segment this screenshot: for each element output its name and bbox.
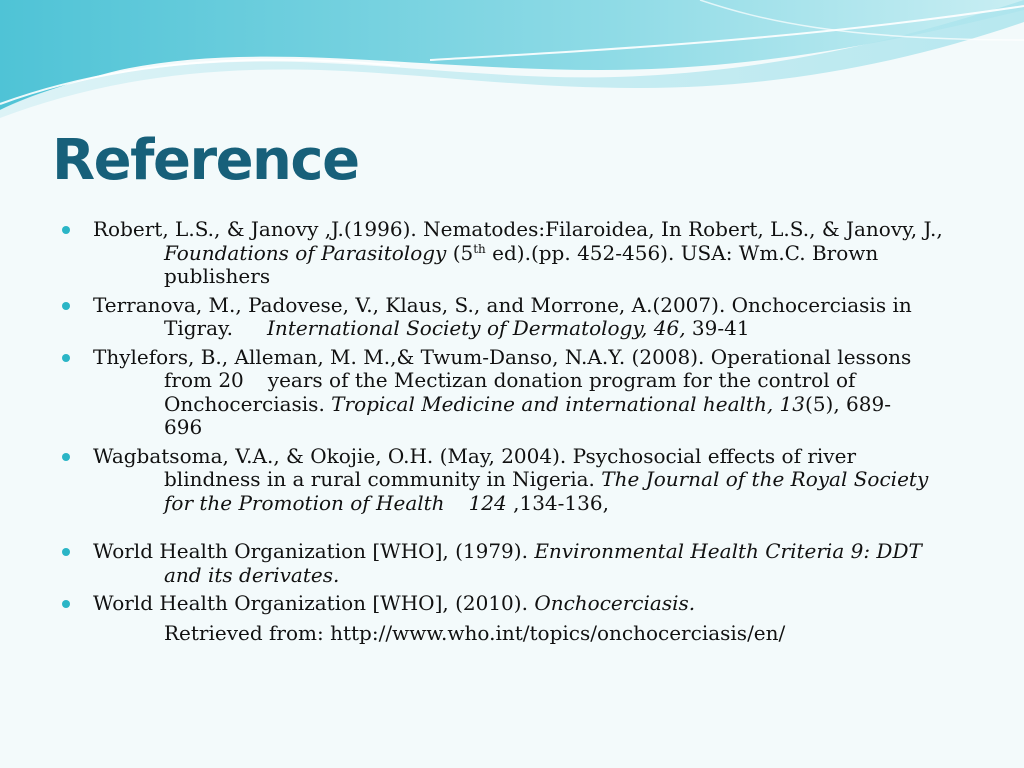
ref-text: ed).(pp. 452-456). USA: Wm.C. Brown xyxy=(485,240,879,265)
bullet-icon xyxy=(62,548,70,556)
ref-journal: for the Promotion of Health xyxy=(164,490,445,515)
ref-text: years of the Mectizan donation program for the control of xyxy=(267,368,856,392)
ref-text: ,134-136, xyxy=(506,490,609,515)
ref-continuation xyxy=(93,393,960,417)
ref-text: 39-41 xyxy=(685,316,750,340)
ref-continuation xyxy=(93,564,960,588)
reference-list xyxy=(60,218,960,650)
bullet-icon xyxy=(62,226,70,234)
bullet-icon xyxy=(62,600,70,608)
ref-text: Wagbatsoma, V.A., & Okojie, O.H. (May, 2004). Psychosocial effects of river xyxy=(93,443,856,468)
ref-continuation xyxy=(93,369,960,393)
bullet-icon xyxy=(62,453,70,461)
ref-continuation: 696 xyxy=(164,415,203,439)
ref-text: Tigray. xyxy=(164,316,234,340)
ref-text: from 20 xyxy=(164,368,244,392)
ref-text: blindness in a rural community in Nigeria. xyxy=(164,467,602,491)
ref-book-title: and its derivates. xyxy=(164,562,340,587)
bullet-icon xyxy=(62,302,70,310)
ref-retrieved-line: Retrieved from: http://www.who.int/topics/onchocerciasis/en/ xyxy=(164,620,786,645)
page-title: Reference xyxy=(52,128,359,193)
ref-continuation: publishers xyxy=(164,264,271,288)
ref-journal: Tropical Medicine and international health, 13 xyxy=(331,391,806,416)
bullet-icon xyxy=(62,354,70,362)
list-item xyxy=(60,540,960,587)
ref-continuation xyxy=(93,492,960,516)
list-item xyxy=(60,445,960,516)
ref-text: (5 xyxy=(446,240,474,265)
ref-continuation xyxy=(93,317,960,341)
list-item xyxy=(60,592,960,645)
ref-superscript: th xyxy=(473,241,486,256)
ref-text: Robert, L.S., & Janovy ,J.(1996). Nematodes:Filaroidea, In Robert, L.S., & Janovy, J., xyxy=(93,217,943,241)
ref-journal: International Society of Dermatology, 46, xyxy=(267,316,686,340)
list-item xyxy=(60,294,960,341)
ref-text: World Health Organization [WHO], (2010). xyxy=(93,591,535,615)
ref-text: (5), 689- xyxy=(805,391,891,416)
list-item xyxy=(60,218,960,289)
ref-text: Onchocerciasis. xyxy=(164,391,332,416)
ref-text: World Health Organization [WHO], (1979). xyxy=(93,539,535,563)
ref-volume: 124 xyxy=(468,490,507,515)
ref-text: Terranova, M., Padovese, V., Klaus, S., and Morrone, A.(2007). Onchocerciasis in xyxy=(93,292,912,317)
header-wave-decoration xyxy=(0,0,1024,120)
ref-text: Thylefors, B., Alleman, M. M.,& Twum-Danso, N.A.Y. (2008). Operational lessons xyxy=(93,344,912,369)
ref-book-title: Environmental Health Criteria 9: DDT xyxy=(534,539,922,563)
ref-journal: The Journal of the Royal Society xyxy=(601,467,929,491)
list-item xyxy=(60,346,960,440)
ref-continuation xyxy=(93,242,960,266)
ref-continuation xyxy=(93,468,960,492)
ref-title: Onchocerciasis. xyxy=(534,591,696,615)
ref-book-title: Foundations of Parasitology xyxy=(164,240,447,265)
